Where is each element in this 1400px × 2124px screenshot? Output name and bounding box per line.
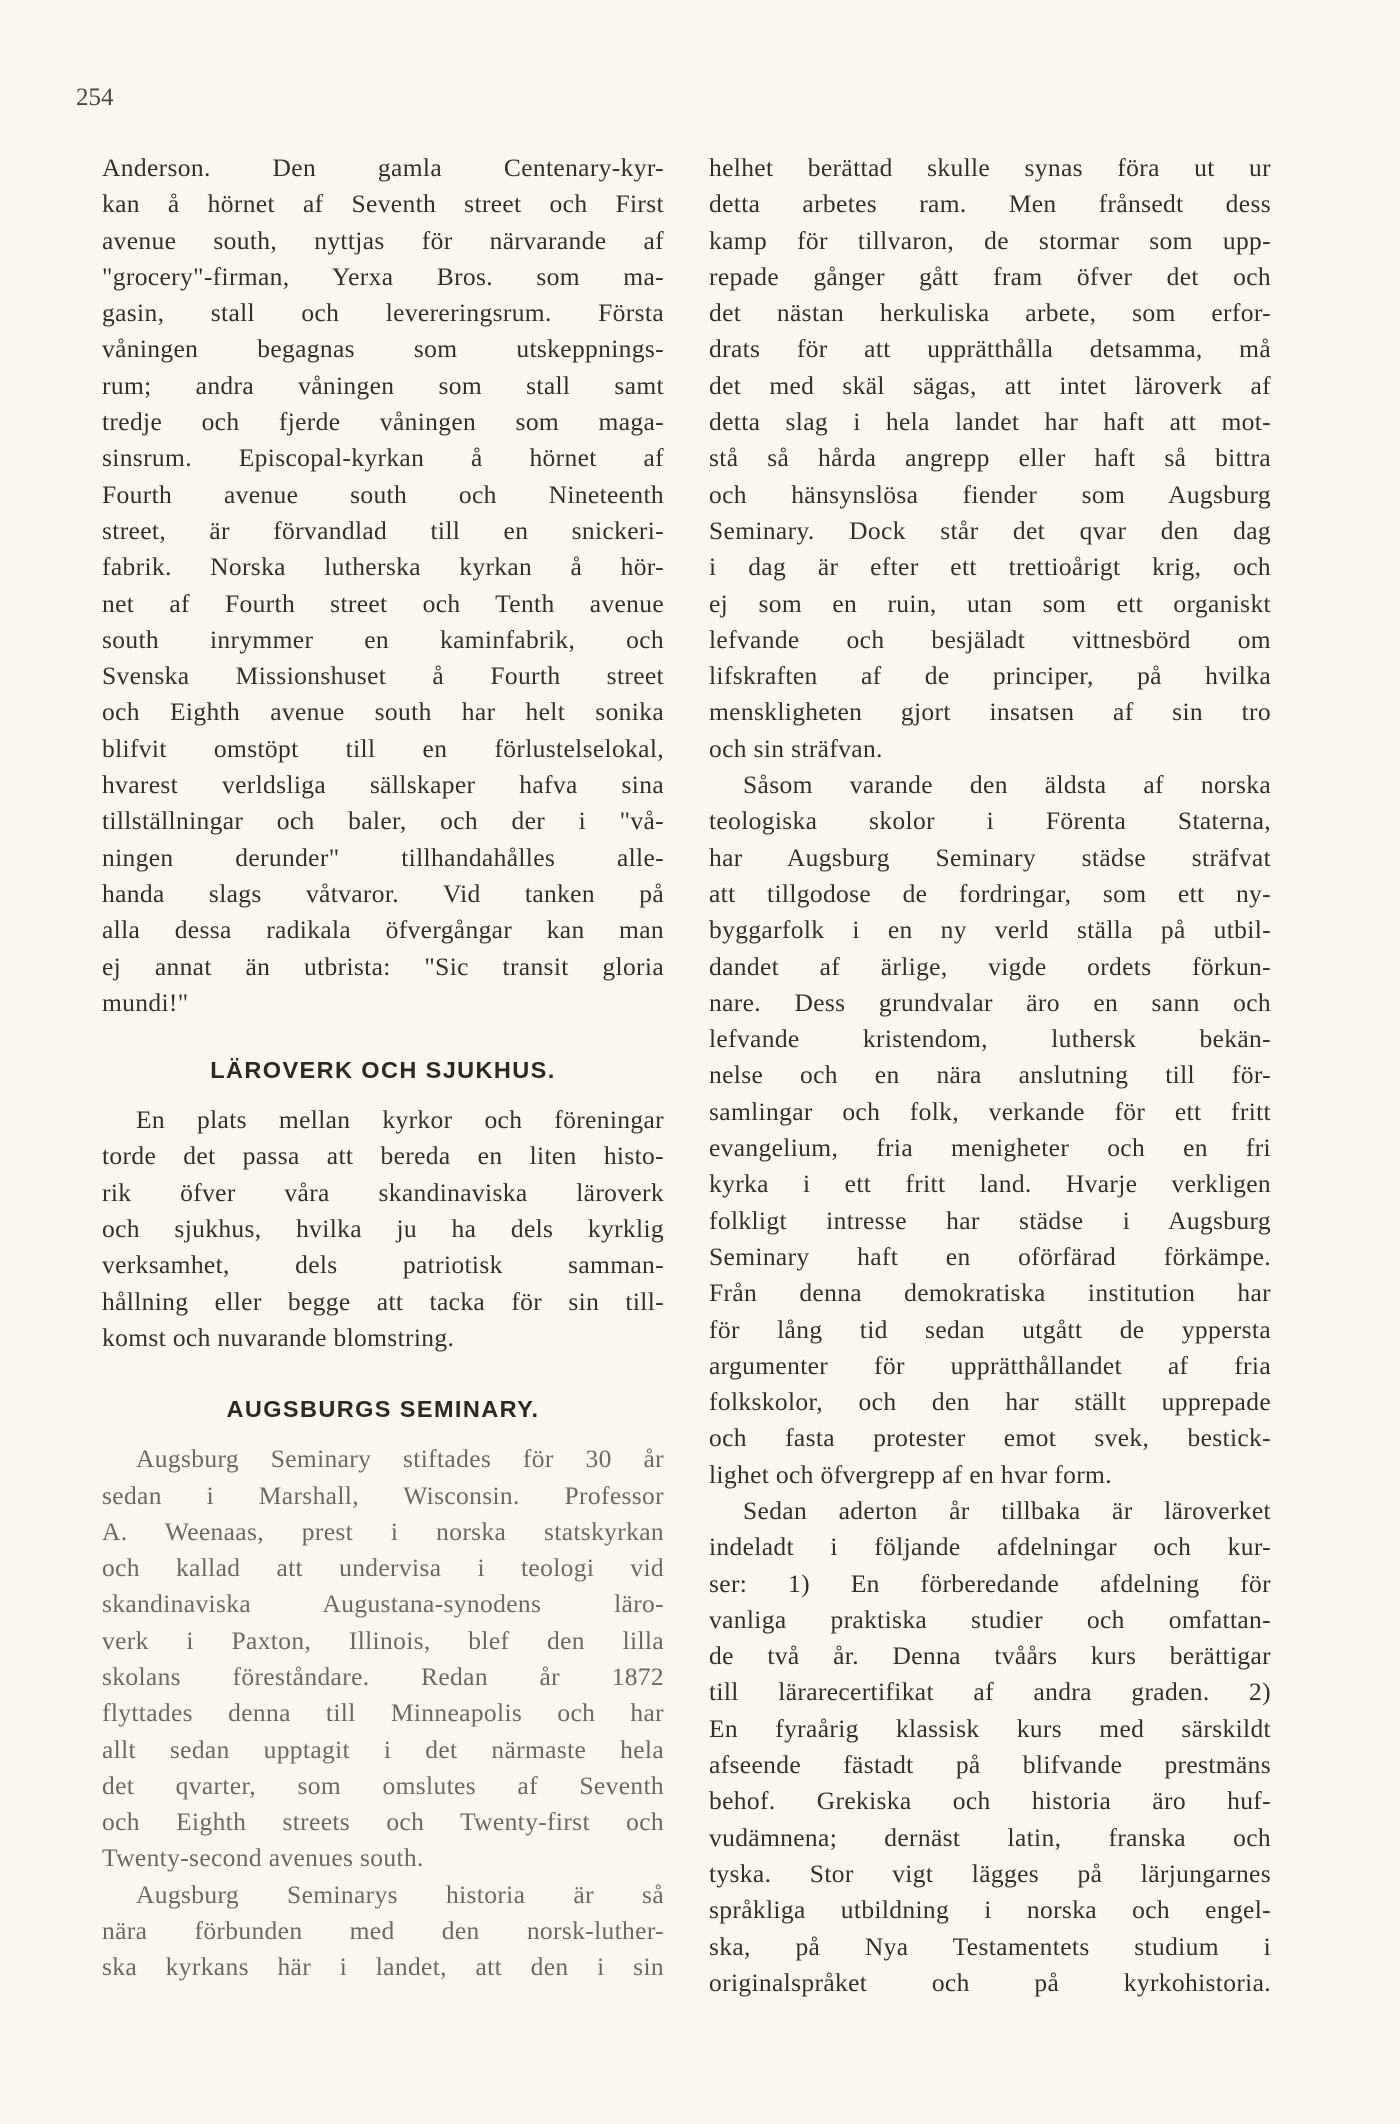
text-line: nare. Dess grundvalar äro en sann och xyxy=(709,987,1271,1017)
text-line: teologiska skolor i Förenta Staterna, xyxy=(709,806,1271,836)
text-line: street, är förvandlad till en snickeri- xyxy=(102,515,664,545)
text-line: ningen derunder" tillhandahålles alle- xyxy=(102,842,664,872)
page-number: 254 xyxy=(76,84,114,111)
text-line: torde det passa att bereda en liten histo- xyxy=(102,1141,664,1171)
text-line: evangelium, fria menigheter och en fri xyxy=(709,1133,1271,1163)
text-line: Såsom varande den äldsta af norska xyxy=(743,770,1271,800)
text-line: samlingar och folk, verkande för ett fritt xyxy=(709,1096,1271,1126)
text-line: och kallad att undervisa i teologi vid xyxy=(102,1553,664,1583)
text-line: Seminary haft en oförfärad förkämpe. xyxy=(709,1241,1271,1271)
text-line: south inrymmer en kaminfabrik, och xyxy=(102,624,664,654)
text-line: Sedan aderton år tillbaka är läroverket xyxy=(743,1495,1271,1525)
paragraph xyxy=(709,150,1271,767)
text-line: verk i Paxton, Illinois, blef den lilla xyxy=(102,1625,664,1655)
text-line: sinsrum. Episcopal-kyrkan å hörnet af xyxy=(102,443,664,473)
paragraph xyxy=(709,767,1271,1493)
paragraph xyxy=(102,1102,664,1356)
text-line: repade gånger gått fram öfver det och xyxy=(709,261,1271,291)
text-line: vanliga praktiska studier och omfattan- xyxy=(709,1604,1271,1634)
text-line: En fyraårig klassisk kurs med särskildt xyxy=(709,1713,1271,1743)
text-line: hållning eller begge att tacka för sin till- xyxy=(102,1286,664,1316)
text-line: det med skäl sägas, att intet läroverk af xyxy=(709,370,1271,400)
text-line: blifvit omstöpt till en förlustelselokal, xyxy=(102,733,664,763)
section-heading-augsburg: AUGSBURGS SEMINARY. xyxy=(226,1396,540,1423)
text-line: mundi!" xyxy=(102,987,189,1017)
text-line: i dag är efter ett trettioårigt krig, och xyxy=(709,552,1271,582)
text-line: vudämnena; dernäst latin, franska och xyxy=(709,1822,1271,1852)
text-line: Anderson. Den gamla Centenary-kyr- xyxy=(102,153,664,182)
text-line: originalspråket och på kyrkohistoria. xyxy=(709,1967,1271,1997)
text-line: och fasta protester emot svek, bestick- xyxy=(709,1423,1271,1453)
text-line: handa slags våtvaror. Vid tanken på xyxy=(102,878,664,908)
text-line: alla dessa radikala öfvergångar kan man xyxy=(102,915,664,945)
text-line: ser: 1) En förberedande afdelning för xyxy=(709,1568,1271,1598)
text-line: språkliga utbildning i norska och engel- xyxy=(709,1895,1271,1925)
text-line: kyrka i ett fritt land. Hvarje verkligen xyxy=(709,1169,1271,1199)
text-line: sedan i Marshall, Wisconsin. Professor xyxy=(102,1480,664,1510)
text-line: helhet berättad skulle synas föra ut ur xyxy=(709,153,1271,182)
text-line: för lång tid sedan utgått de yppersta xyxy=(709,1314,1271,1344)
text-line: Seminary. Dock står det qvar den dag xyxy=(709,515,1271,545)
text-line: till lärarecertifikat af andra graden. 2) xyxy=(709,1677,1271,1707)
text-line: och Eighth streets och Twenty-first och xyxy=(102,1807,664,1837)
text-line: A. Weenaas, prest i norska statskyrkan xyxy=(102,1516,664,1546)
paragraph xyxy=(102,1441,664,1877)
section-heading-laroverk: LÄROVERK OCH SJUKHUS. xyxy=(210,1057,556,1084)
text-line: Svenska Missionshuset å Fourth street xyxy=(102,661,664,691)
text-line: Fourth avenue south och Nineteenth xyxy=(102,479,664,509)
text-line: hvarest verldsliga sällskaper hafva sina xyxy=(102,770,664,800)
text-line: rum; andra våningen som stall samt xyxy=(102,370,664,400)
text-line: ej annat än utbrista: "Sic transit gloria xyxy=(102,951,664,981)
text-line: lefvande och besjäladt vittnesbörd om xyxy=(709,624,1271,654)
text-line: kamp för tillvaron, de stormar som upp- xyxy=(709,225,1271,255)
right-column xyxy=(709,150,1271,2001)
text-line: tillställningar och baler, och der i "vå- xyxy=(102,806,664,836)
text-line: menskligheten gjort insatsen af sin tro xyxy=(709,697,1271,727)
text-line: rik öfver våra skandinaviska läroverk xyxy=(102,1177,664,1207)
text-line: Från denna demokratiska institution har xyxy=(709,1278,1271,1308)
text-line: argumenter för upprätthållandet af fria xyxy=(709,1350,1271,1380)
text-line: folkligt intresse har städse i Augsburg xyxy=(709,1205,1271,1235)
text-line: ska, på Nya Testamentets studium i xyxy=(709,1931,1271,1961)
text-line: byggarfolk i en ny verld ställa på utbil- xyxy=(709,915,1271,945)
text-line: fabrik. Norska lutherska kyrkan å hör- xyxy=(102,552,664,582)
text-line: kan å hörnet af Seventh street och First xyxy=(102,189,664,219)
text-line: net af Fourth street och Tenth avenue xyxy=(102,588,664,618)
text-line: dandet af ärlige, vigde ordets förkun- xyxy=(709,951,1271,981)
text-line: Augsburg Seminary stiftades för 30 år xyxy=(136,1444,664,1474)
text-line: våningen begagnas som utskeppnings- xyxy=(102,334,664,364)
text-line: afseende fästadt på blifvande prestmäns xyxy=(709,1750,1271,1780)
text-line: lifskraften af de principer, på hvilka xyxy=(709,661,1271,691)
text-line: En plats mellan kyrkor och föreningar xyxy=(136,1105,664,1135)
text-line: och Eighth avenue south har helt sonika xyxy=(102,697,664,727)
text-line: detta slag i hela landet har haft att mot- xyxy=(709,407,1271,437)
text-line: det qvarter, som omslutes af Seventh xyxy=(102,1770,664,1800)
text-line: skolans föreståndare. Redan år 1872 xyxy=(102,1661,664,1691)
text-line: komst och nuvarande blomstring. xyxy=(102,1322,455,1352)
text-line: detta arbetes ram. Men frånsedt dess xyxy=(709,189,1271,219)
text-line: det nästan herkuliska arbete, som erfor- xyxy=(709,298,1271,328)
text-line: verksamhet, dels patriotisk samman- xyxy=(102,1250,664,1280)
text-line: "grocery"-firman, Yerxa Bros. som ma- xyxy=(102,261,664,291)
text-line: indeladt i följande afdelningar och kur- xyxy=(709,1532,1271,1562)
text-line: Augsburg Seminarys historia är så xyxy=(136,1879,664,1909)
text-line: ska kyrkans här i landet, att den i sin xyxy=(102,1952,664,1982)
paragraph xyxy=(709,1493,1271,2001)
text-line: nelse och en nära anslutning till för- xyxy=(709,1060,1271,1090)
text-line: och sjukhus, hvilka ju ha dels kyrklig xyxy=(102,1214,664,1244)
text-line: stå så hårda angrepp eller haft så bittra xyxy=(709,443,1271,473)
text-line: behof. Grekiska och historia äro huf- xyxy=(709,1786,1271,1816)
text-line: flyttades denna till Minneapolis och har xyxy=(102,1698,664,1728)
text-line: gasin, stall och levereringsrum. Första xyxy=(102,298,664,328)
left-column xyxy=(102,150,664,1986)
text-line: och hänsynslösa fiender som Augsburg xyxy=(709,479,1271,509)
paragraph xyxy=(102,1877,664,1986)
text-line: Twenty-second avenues south. xyxy=(102,1843,424,1873)
text-line: drats för att upprätthålla detsamma, må xyxy=(709,334,1271,364)
text-line: skandinaviska Augustana-synodens läro- xyxy=(102,1589,664,1619)
text-line: ej som en ruin, utan som ett organiskt xyxy=(709,588,1271,618)
text-line: lefvande kristendom, luthersk bekän- xyxy=(709,1024,1271,1054)
text-line: allt sedan upptagit i det närmaste hela xyxy=(102,1734,664,1764)
text-line: de två år. Denna tvåårs kurs berättigar xyxy=(709,1641,1271,1671)
text-line: avenue south, nyttjas för närvarande af xyxy=(102,225,664,255)
text-line: och sin sträfvan. xyxy=(709,733,883,763)
text-line: tyska. Stor vigt lägges på lärjungarnes xyxy=(709,1858,1271,1888)
text-line: att tillgodose de fordringar, som ett ny- xyxy=(709,878,1271,908)
text-line: folkskolor, och den har ställt upprepade xyxy=(709,1387,1271,1417)
text-line: tredje och fjerde våningen som maga- xyxy=(102,407,664,437)
text-line: nära förbunden med den norsk-luther- xyxy=(102,1916,664,1946)
text-line: lighet och öfvergrepp af en hvar form. xyxy=(709,1459,1112,1489)
text-line: har Augsburg Seminary städse sträfvat xyxy=(709,842,1271,872)
paragraph xyxy=(102,150,664,1021)
